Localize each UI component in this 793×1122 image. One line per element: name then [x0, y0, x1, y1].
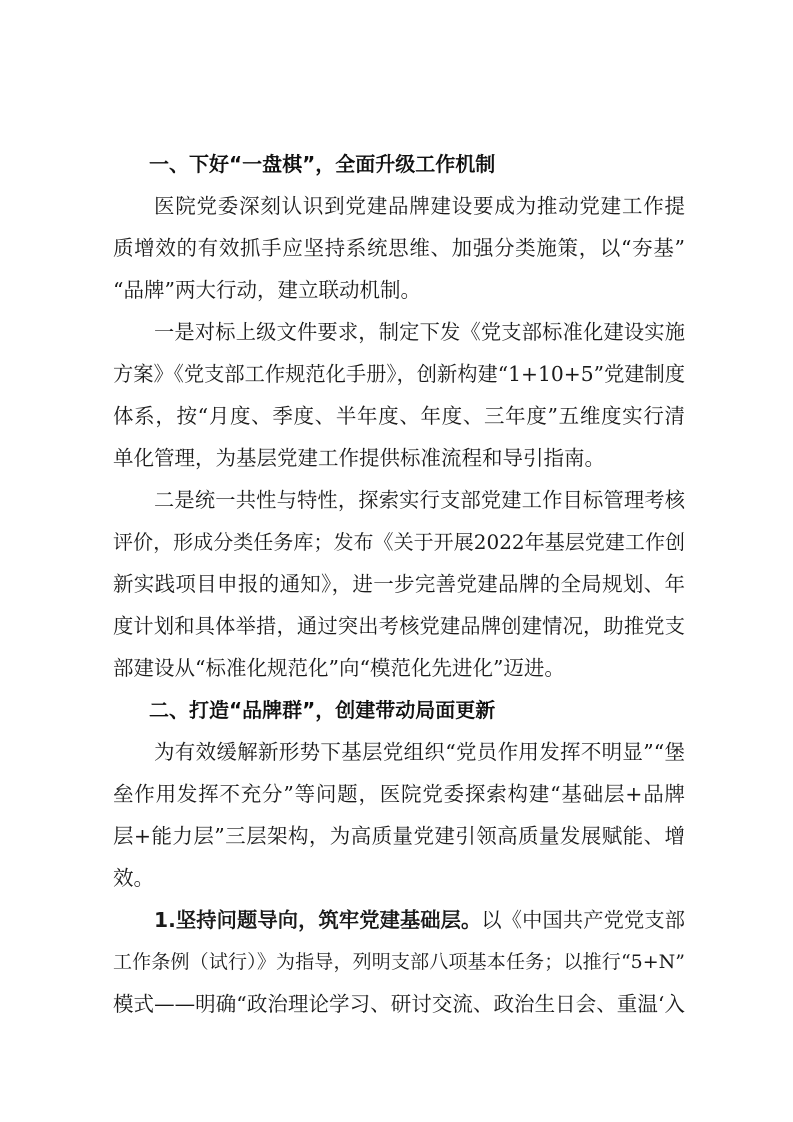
- paragraph-line: 一是对标上级文件要求，制定下发《党支部标准化建设实施: [154, 320, 685, 344]
- paragraph-line: 方案》《党支部工作规范化手册》，创新构建“1+10+5”党建制度: [113, 362, 685, 386]
- paragraph-line: 模式——明确“政治理论学习、研讨交流、政治生日会、重温‘入: [113, 992, 685, 1016]
- paragraph-line: [113, 899, 685, 941]
- paragraph-line: 评价，形成分类任务库；发布《关于开展2022年基层党建工作创: [113, 530, 685, 554]
- subsection-title: 1.坚持问题导向，筑牢党建基础层。: [154, 908, 482, 932]
- paragraph-5: [113, 899, 685, 1025]
- section-heading-1: 一、下好“一盘棋”，全面升级工作机制: [149, 152, 496, 176]
- paragraph-line: 单化管理，为基层党建工作提供标准流程和导引指南。: [113, 446, 605, 470]
- paragraph-2: [113, 311, 685, 479]
- paragraph-line: 部建设从“标准化规范化”向“模范化先进化”迈进。: [113, 656, 565, 680]
- paragraph-line: 垒作用发挥不充分”等问题，医院党委探索构建“基础层+品牌: [113, 782, 685, 806]
- paragraph-line: 质增效的有效抓手应坚持系统思维、加强分类施策，以“夯基”: [113, 236, 685, 260]
- section-heading-2: 二、打造“品牌群”，创建带动局面更新: [149, 698, 496, 722]
- paragraph-1: [113, 185, 685, 311]
- document-body: [113, 143, 685, 1025]
- paragraph-line: 为有效缓解新形势下基层党组织“党员作用发挥不明显”“堡: [154, 740, 685, 764]
- paragraph-line: 医院党委深刻认识到党建品牌建设要成为推动党建工作提: [154, 194, 685, 218]
- paragraph-4: [113, 731, 685, 899]
- paragraph-line: 体系，按“月度、季度、半年度、年度、三年度”五维度实行清: [113, 404, 685, 428]
- paragraph-line: 新实践项目申报的通知》，进一步完善党建品牌的全局规划、年: [113, 572, 685, 596]
- paragraph-line: 二是统一共性与特性，探索实行支部党建工作目标管理考核: [154, 488, 685, 512]
- paragraph-line: “品牌”两大行动，建立联动机制。: [113, 278, 421, 302]
- paragraph-line: 度计划和具体举措，通过突出考核党建品牌创建情况，助推党支: [113, 614, 685, 638]
- paragraph-line: 工作条例（试行）》为指导，列明支部八项基本任务；以推行“5+N”: [113, 951, 685, 973]
- paragraph-text: 以《中国共产党党支部: [481, 908, 685, 932]
- paragraph-line: 层+能力层”三层架构，为高质量党建引领高质量发展赋能、增: [113, 824, 685, 848]
- paragraph-3: [113, 479, 685, 689]
- paragraph-line: 效。: [113, 866, 154, 890]
